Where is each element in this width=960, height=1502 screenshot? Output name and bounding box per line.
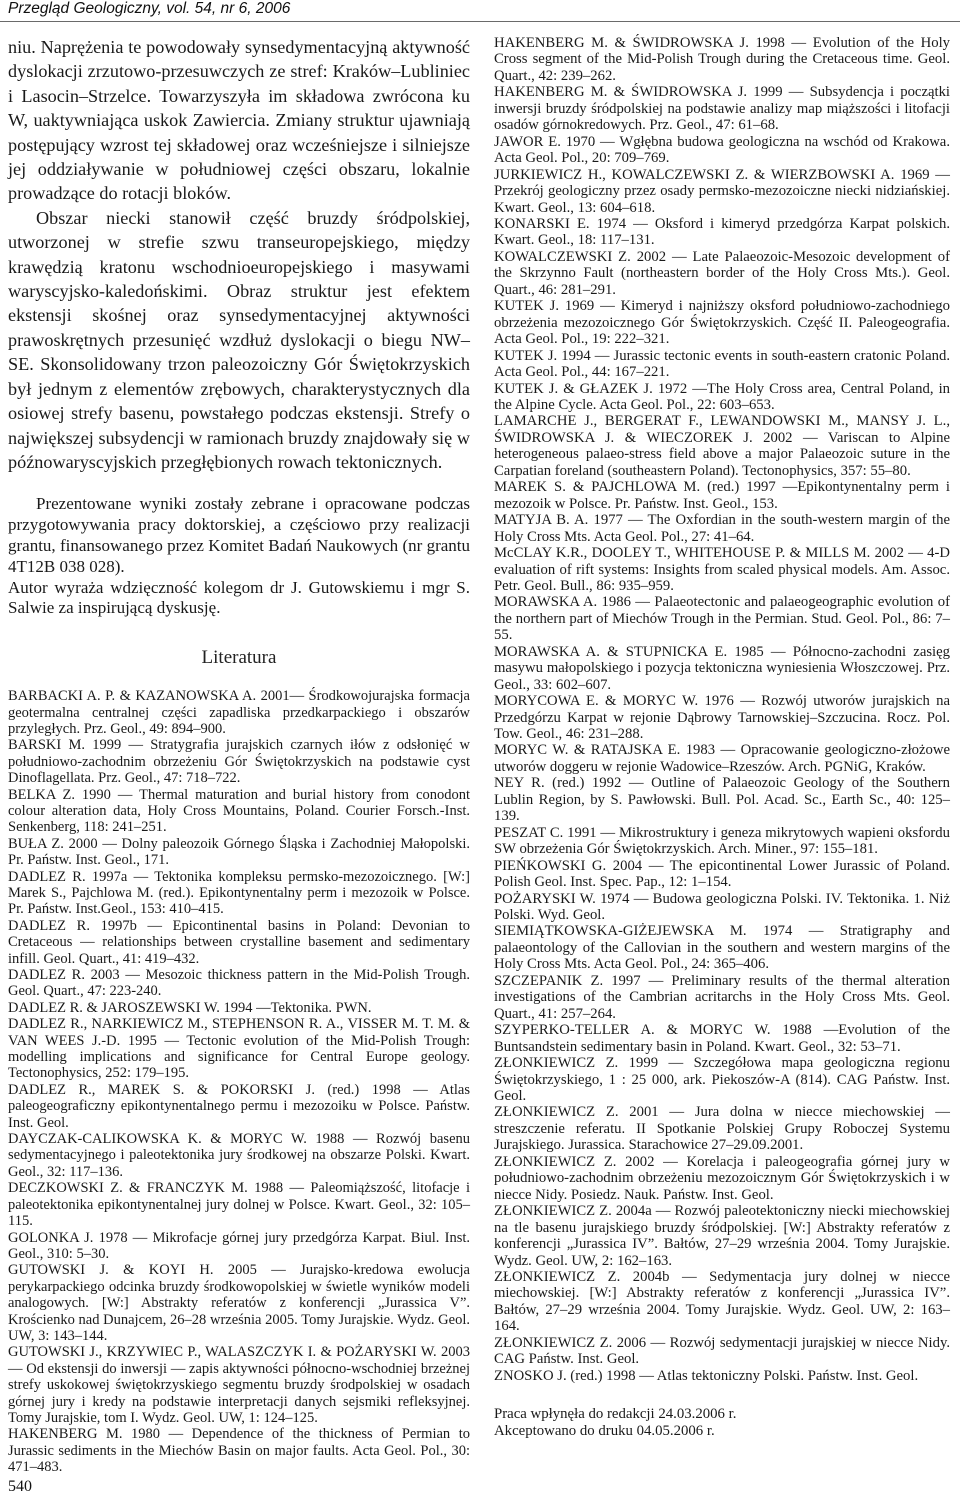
reference-entry: DADLEZ R. 2003 — Mesozoic thickness pattern in the Mid-Polish Trough. Geol. Quart., 47: 223-240. xyxy=(8,967,470,1000)
reference-entry: JURKIEWICZ H., KOWALCZEWSKI Z. & WIERZBOWSKI A. 1969 — Przekrój geologiczny przez osady permsko-mezozoiczne niecki nidziańskiej. Kwart. Geol., 13: 604–618. xyxy=(494,166,950,216)
reference-entry: KUTEK J. 1994 — Jurassic tectonic events in south-eastern cratonic Poland. Acta Geol. Pol., 44: 167–221. xyxy=(494,347,950,381)
reference-entry: ZŁONKIEWICZ Z. 2004a — Rozwój paleotektoniczny niecki miechowskiej na tle basenu jurajskiego bruzdy śródpolskiej. [W:] Abstrakty referatów z konferencji „Jurassica IV”. Bałtów, 27–29 września 2004. Tomy Jurajskie. Wydz. Geol. UW, 2: 162–163. xyxy=(494,1203,950,1269)
reference-entry: MORYC W. & RATAJSKA E. 1983 — Opracowanie geologiczno-złożowe utworów doggeru w rejonie Wadowice–Rzeszów. Arch. PGNiG, Kraków. xyxy=(494,742,950,775)
reference-entry: BUŁA Z. 2000 — Dolny paleozoik Górnego Śląska i Zachodniej Małopolski. Pr. Państw. Inst. Geol., 171. xyxy=(8,835,470,869)
body-paragraph: Obszar niecki stanowił część bruzdy śródpolskiej, utworzonej w strefie szwu transeuropejskiego, między krawędzią kratonu wschodnioeuropejskiego i masywami waryscyjsko-kaledońskimi. Obraz struktur jest efektem ekstensji skośnej oraz synsedymentacyjnej aktywności prawoskrętnych przesunięć wzdłuż dyslokacji o biegu NW–SE. Skonsolidowany trzon paleozoiczny Gór Świętokrzyskich był jednym z elementów zrębowych, charakterystycznych dla osiowej strefy basenu, powstałego podczas ekstensji. Strefy o największej subsydencji w ramionach bruzdy znajdowały się w późnowaryscyjskich przegłębionych rowach tektonicznych. xyxy=(8,207,470,472)
reference-entry: MATYJA B. A. 1977 — The Oxfordian in the south-western margin of the Holy Cross Mts. Acta Geol. Pol., 27: 41–64. xyxy=(494,512,950,545)
reference-entry: McCLAY K.R., DOOLEY T., WHITEHOUSE P. & MILLS M. 2002 — 4-D evaluation of rift systems: Insights from scaled physical models. Am. Assoc. Petr. Geol. Bull., 86: 935–959. xyxy=(494,545,950,594)
reference-entry: PESZAT C. 1991 — Mikrostruktury i geneza mikrytowych wapieni oksfordu SW obrzeżenia Gór Świętokrzyskich. Arch. Miner., 97: 155–181. xyxy=(494,824,950,858)
reference-entry: DADLEZ R. 1997b — Epicontinental basins in Poland: Devonian to Cretaceous — relationships between crystalline basement and sedimentary infill. Geol. Quart., 41: 419–432. xyxy=(8,917,470,967)
reference-entry: SZYPERKO-TELLER A. & MORYC W. 1988 —Evolution of the Buntsandstein sedimentary basin in Poland. Kwart. Geol., 32: 53–71. xyxy=(494,1022,950,1055)
reference-entry: GUTOWSKI J. & KOYI H. 2005 — Jurajsko-kredowa ewolucja perykarpackiego odcinka bruzdy środkowopolskiej w świetle wyników modeli analogowych. [W:] Abstrakty referatów z konferencji „Jurassica V”. Krościenko nad Dunajcem, 26–28 września 2005. Tomy Jurajskie. Wydz. Geol. UW, 3: 143–144. xyxy=(8,1262,470,1344)
reference-entry: MORYCOWA E. & MORYC W. 1976 — Rozwój utworów jurajskich na Przedgórzu Karpat w rejonie Dąbrowy Tarnowskiej–Szczucina. Rocz. Pol. Tow. Geol., 46: 231–288. xyxy=(494,693,950,743)
reference-entry: MORAWSKA A. & STUPNICKA E. 1985 — Północno-zachodni zasięg masywu małopolskiego i pozycja tektoniczna wyniesienia Włoszczowej. Prz. Geol., 33: 602–607. xyxy=(494,643,950,693)
reference-entry: HAKENBERG M. & ŚWIDROWSKA J. 1999 — Subsydencja i początki inwersji bruzdy śródpolskiej na podstawie analizy map miąższości i litofacji osadów górnokredowych. Prz. Geol., 47: 61–68. xyxy=(494,84,950,134)
reference-entry: GUTOWSKI J., KRZYWIEC P., WALASZCZYK I. & POŻARYSKI W. 2003 — Od ekstensji do inwersji — zapis aktywności północno-wschodniej brzeżnej strefy uskokowej świętokrzyskiego segmentu bruzdy środpolskiej w osadach górnej jury i kredy na podstawie interpretacji danych sejsmiki refleksyjnej. Tomy Jurajskie, tom I. Wydz. Geol. UW, 1: 124–125. xyxy=(8,1344,470,1426)
reference-entry: DADLEZ R. 1997a — Tektonika kompleksu permsko-mezozoicznego. [W:] Marek S., Pajchlowa M. (red.). Epikontynentalny perm i mezozoik w Polsce. Pr. Państw. Inst.Geol., 153: 410–415. xyxy=(8,868,470,918)
reference-entry: KONARSKI E. 1974 — Oksford i kimeryd przedgórza Karpat polskich. Kwart. Geol., 18: 117–131. xyxy=(494,215,950,249)
references-list-right xyxy=(494,35,950,1384)
right-column xyxy=(494,35,950,1440)
reference-entry: KUTEK J. 1969 — Kimeryd i najniższy oksford południowo-zachodniego obrzeżenia mezozoicznego Gór Świętokrzyskich. Część II. Paleogeografia. Acta Geol. Pol., 19: 222–321. xyxy=(494,298,950,348)
reference-entry: HAKENBERG M. 1980 — Dependence of the thickness of Permian to Jurassic sediments in the Miechów Basin on major faults. Acta Geol. Pol., 30: 471–483. xyxy=(8,1426,470,1476)
received-dates xyxy=(494,1406,950,1440)
reference-entry: DADLEZ R., NARKIEWICZ M., STEPHENSON R. A., VISSER M. T. M. & VAN WEES J.-D. 1995 — Tectonic evolution of the Mid-Polish Trough: modelling implications and significance for Central Europe geology. Tectonophysics, 252: 179–195. xyxy=(8,1016,470,1082)
received-date: Praca wpłynęła do redakcji 24.03.2006 r. xyxy=(494,1406,737,1423)
body-paragraph: niu. Naprężenia te powodowały synsedymentacyjną aktywność dyslokacji zrzutowo-przesuwczych ze stref: Kraków–Lubliniec i Lasocin–Strzelce. Towarzyszyła im składowa zwrócona ku W, uaktywniająca uskok Zawiercia. Zmiany struktur ujawniają postępujący wzrost tej składowej oraz wcześniejsze i silniejsze jej oddziaływanie w południowej części obszaru, lokalnie prowadzące do rotacji bloków. xyxy=(8,37,470,204)
reference-entry: MORAWSKA A. 1986 — Palaeotectonic and palaeogeographic evolution of the northern part of Miechów Trough in the Permian. Stud. Geol. Pol., 86: 7–55. xyxy=(494,594,950,644)
references-heading: Literatura xyxy=(201,647,277,669)
left-column xyxy=(8,35,470,1476)
reference-entry: BARBACKI A. P. & KAZANOWSKA A. 2001— Środkowojurajska formacja geotermalna centralnej części zapadliska przedkarpackiego i obszarów przyległych. Prz. Geol., 49: 894–900. xyxy=(8,688,470,737)
reference-entry: BARSKI M. 1999 — Stratygrafia jurajskich czarnych iłów z odsłonięć w południowo-zachodnim obrzeżeniu Gór Świętokrzyskich na podstawie cyst Dinoflagellata. Prz. Geol., 47: 718–722. xyxy=(8,737,470,787)
reference-entry: LAMARCHE J., BERGERAT F., LEWANDOWSKI M., MANSY J. L., ŚWIDROWSKA J. & WIECZOREK J. 2002 — Variscan to Alpine heterogeneous palaeo-stress field above a major Palaeozoic suture in the Carpatian foreland (southeastern Poland). Tectonophysics, 357: 55–80. xyxy=(494,413,950,479)
reference-entry: DADLEZ R., MAREK S. & POKORSKI J. (red.) 1998 — Atlas paleogeograficzny epikontynentalnego permu i mezozoiku w Polsce. Państw. Inst. Geol. xyxy=(8,1081,470,1131)
reference-entry: ZNOSKO J. (red.) 1998 — Atlas tektoniczny Polski. Państw. Inst. Geol. xyxy=(494,1367,919,1384)
references-list-left xyxy=(8,688,470,1476)
reference-entry: ZŁONKIEWICZ Z. 2001 — Jura dolna w niecce miechowskiej — streszczenie referatu. II Spotkanie Polskiej Grupy Roboczej Systemu Jurajskiego. Jurassica. Starachowice 27–29.09.2001. xyxy=(494,1104,950,1154)
acknowledgement-paragraph: Autor wyraża wdzięczność kolegom dr J. Gutowskiemu i mgr S. Salwie za inspirującą dyskusję. xyxy=(8,577,470,618)
header-divider xyxy=(0,21,960,22)
reference-entry: MAREK S. & PAJCHLOWA M. (red.) 1997 —Epikontynentalny perm i mezozoik w Polsce. Pr. Państw. Inst. Geol., 153. xyxy=(494,479,950,512)
accepted-date: Akceptowano do druku 04.05.2006 r. xyxy=(494,1423,715,1440)
reference-entry: KUTEK J. & GŁAZEK J. 1972 —The Holy Cross area, Central Poland, in the Alpine Cycle. Acta Geol. Pol., 22: 603–653. xyxy=(494,380,950,413)
reference-entry: ZŁONKIEWICZ Z. 2004b — Sedymentacja jury dolnej w niecce miechowskiej. [W:] Abstrakty referatów z konferencji „Jurassica IV”. Bałtów, 27–29 września 2004. Tomy Jurajskie. Wydz. Geol. UW, 2: 163–164. xyxy=(494,1268,950,1335)
acknowledgements xyxy=(8,494,470,619)
running-head: Przegląd Geologiczny, vol. 54, nr 6, 2006 xyxy=(8,0,291,17)
reference-entry: DECZKOWSKI Z. & FRANCZYK M. 1988 — Paleomiąższość, litofacje i paleotektonika epikontynentalnej jury dolnej w Polsce. Kwart. Geol., 32: 105–115. xyxy=(8,1180,470,1230)
reference-entry: DADLEZ R. & JAROSZEWSKI W. 1994 —Tektonika. PWN. xyxy=(8,999,372,1016)
reference-entry: POŻARYSKI W. 1974 — Budowa geologiczna Polski. IV. Tektonika. 1. Niż Polski. Wyd. Geol. xyxy=(494,890,950,924)
reference-entry: KOWALCZEWSKI Z. 2002 — Late Palaeozoic-Mesozoic development of the Skrzynno Fault (northeastern border of the Holy Cross Mts.). Geol. Quart., 46: 281–291. xyxy=(494,248,950,298)
page-number: 540 xyxy=(8,1478,32,1495)
reference-entry: PIEŃKOWSKI G. 2004 — The epicontinental Lower Jurassic of Poland. Polish Geol. Inst. Spec. Pap., 12: 1–154. xyxy=(494,857,950,891)
reference-entry: SIEMIĄTKOWSKA-GIŻEJEWSKA M. 1974 — Stratigraphy and palaeontology of the Callovian in the southern and western margins of the Holy Cross Mts. Acta Geol. Pol., 24: 365–406. xyxy=(494,923,950,973)
acknowledgement-paragraph: Prezentowane wyniki zostały zebrane i opracowane podczas przygotowywania pracy doktorskiej, a częściowo przy realizacji grantu, finansowanego przez Komitet Badań Naukowych (nr grantu 4T12B 038 028). xyxy=(8,494,470,576)
reference-entry: SZCZEPANIK Z. 1997 — Preliminary results of the thermal alteration investigations of the Cambrian acritarchs in the Holy Cross Mts. Geol. Quart., 41: 257–264. xyxy=(494,972,950,1022)
reference-entry: ZŁONKIEWICZ Z. 2002 — Korelacja i paleogeografia górnej jury w południowo-zachodnim obrzeżeniu mezozoicznym Gór Świętokrzyskich i w niecce Nidy. Posiedz. Nauk. Państw. Inst. Geol. xyxy=(494,1153,950,1203)
reference-entry: NEY R. (red.) 1992 — Outline of Palaeozoic Geology of the Southern Lublin Region, by S. Pawłowski. Bull. Pol. Acad. Sc., Earth Sc., 40: 125–139. xyxy=(494,775,950,825)
reference-entry: HAKENBERG M. & ŚWIDROWSKA J. 1998 — Evolution of the Holy Cross segment of the Mid-Polish Trough during the Cretaceous time. Geol. Quart., 42: 239–262. xyxy=(494,35,950,84)
reference-entry: ZŁONKIEWICZ Z. 1999 — Szczegółowa mapa geologiczna regionu Świętokrzyskiego, 1 : 25 000, ark. Piekoszów-A (814). CAG Państw. Inst. Geol. xyxy=(494,1055,950,1104)
reference-entry: BELKA Z. 1990 — Thermal maturation and burial history from conodont colour alteration data, Holy Cross Mountains, Poland. Courier Forsch.-Inst. Senkenberg, 118: 241–251. xyxy=(8,786,470,836)
reference-entry: JAWOR E. 1970 — Wgłębna budowa geologiczna na wschód od Krakowa. Acta Geol. Pol., 20: 709–769. xyxy=(494,133,950,167)
reference-entry: GOLONKA J. 1978 — Mikrofacje górnej jury przedgórza Karpat. Biul. Inst. Geol., 310: 5–30. xyxy=(8,1229,470,1262)
reference-entry: DAYCZAK-CALIKOWSKA K. & MORYC W. 1988 — Rozwój basenu sedymentacyjnego i paleotektonika jury środkowej na obszarze Polski. Kwart. Geol., 32: 117–136. xyxy=(8,1131,470,1180)
reference-entry: ZŁONKIEWICZ Z. 2006 — Rozwój sedymentacji jurajskiej w niecce Nidy. CAG Państw. Inst. Geol. xyxy=(494,1334,950,1368)
